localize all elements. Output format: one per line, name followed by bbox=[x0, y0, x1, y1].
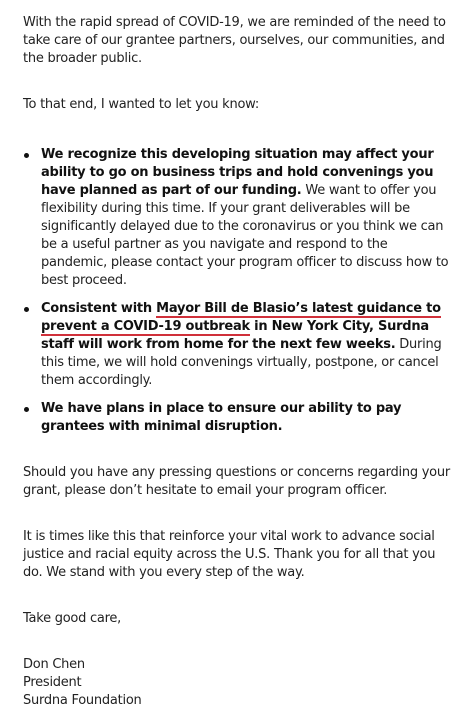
signature-title: President bbox=[23, 675, 82, 690]
bullet-bold-suffix: in New York City, Surdna staff will work from home for the next few weeks. bbox=[41, 319, 429, 352]
intro-paragraph: With the rapid spread of COVID-19, we are reminded of the need to take care of our grantee partners, ourselves, our communities, and the broader public. bbox=[23, 15, 446, 66]
list-item-grant-payments bbox=[23, 400, 454, 436]
list-item-work-from-home bbox=[23, 300, 454, 390]
bullet-bold-text: We recognize this developing situation may affect your ability to go on business trips and hold convenings you have planned as part of our funding. bbox=[41, 147, 434, 198]
key-points-list bbox=[23, 146, 454, 436]
mayor-guidance-link[interactable]: Mayor Bill de Blasio’s latest guidance to prevent a COVID-19 outbreak bbox=[41, 301, 441, 334]
questions-paragraph: Should you have any pressing questions or concerns regarding your grant, please don’t hesitate to email your program officer. bbox=[23, 465, 450, 498]
signature-name: Don Chen bbox=[23, 657, 85, 672]
reinforce-paragraph: It is times like this that reinforce your vital work to advance social justice and racial equity across the U.S. Thank you for all that you do. We stand with you every step of the way. bbox=[23, 529, 436, 580]
lead-paragraph: To that end, I wanted to let you know: bbox=[23, 97, 259, 112]
bullet-body-text: During this time, we will hold convenings virtually, postpone, or cancel them accordingly. bbox=[41, 337, 442, 388]
closing-line: Take good care, bbox=[23, 611, 122, 626]
signature-org: Surdna Foundation bbox=[23, 693, 142, 708]
list-item-travel-flexibility bbox=[23, 146, 454, 290]
signature-block bbox=[23, 656, 454, 710]
bullet-bold-text: We have plans in place to ensure our ability to pay grantees with minimal disruption. bbox=[41, 401, 402, 434]
bullet-bold-prefix: Consistent with bbox=[41, 301, 157, 316]
bullet-body-text: We want to offer you flexibility during this time. If your grant deliverables will be significantly delayed due to the coronavirus or you think we can be a useful partner as you navigate and respond to the pandemic, please contact your program officer to discuss how to best proceed. bbox=[41, 183, 449, 288]
